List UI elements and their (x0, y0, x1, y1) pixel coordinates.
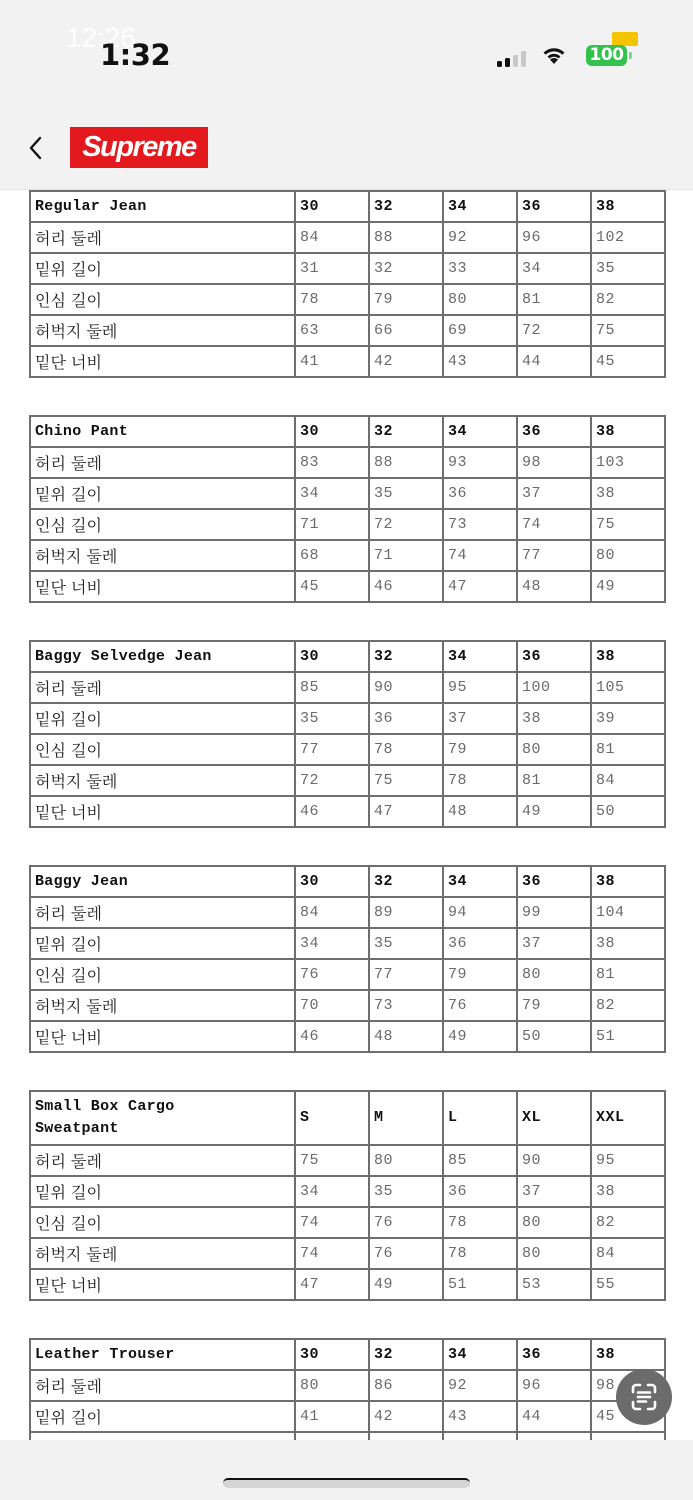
measure-value: 71 (295, 509, 369, 540)
size-header: 30 (295, 641, 369, 672)
measure-value: 36 (443, 928, 517, 959)
measure-value: 77 (295, 734, 369, 765)
supreme-logo[interactable]: Supreme (70, 127, 208, 168)
measure-value: 38 (591, 1176, 665, 1207)
table-row (30, 765, 665, 796)
product-name: Baggy Jean (30, 866, 295, 897)
measure-value: 48 (517, 571, 591, 602)
size-table-regular-jean (29, 190, 666, 378)
measure-value: 73 (443, 509, 517, 540)
size-header: 38 (591, 641, 665, 672)
measure-value: 34 (295, 478, 369, 509)
measure-label: 인심 길이 (30, 734, 295, 765)
measure-label: 밑단 너비 (30, 571, 295, 602)
size-header: 30 (295, 866, 369, 897)
size-header: 36 (517, 866, 591, 897)
measure-value: 72 (295, 765, 369, 796)
measure-value: 31 (295, 253, 369, 284)
measure-value: 48 (369, 1021, 443, 1052)
measure-label: 허벅지 둘레 (30, 990, 295, 1021)
measure-value: 55 (591, 1269, 665, 1300)
size-header: S (295, 1091, 369, 1145)
measure-value: 80 (517, 959, 591, 990)
table-row (30, 1238, 665, 1269)
measure-value: 104 (591, 897, 665, 928)
size-table-leather-trouser (29, 1338, 666, 1440)
measure-value: 77 (517, 540, 591, 571)
measure-value: 78 (443, 1238, 517, 1269)
measure-label: 밑위 길이 (30, 478, 295, 509)
ghost-time: 12:26 (66, 22, 137, 53)
table-row (30, 571, 665, 602)
measure-value: 35 (295, 703, 369, 734)
measure-value: 79 (369, 284, 443, 315)
wifi-icon (540, 44, 568, 71)
measure-label: 인심 길이 (30, 509, 295, 540)
size-header: 32 (369, 641, 443, 672)
measure-label: 인심 길이 (30, 959, 295, 990)
table-header-row (30, 1091, 665, 1145)
measure-label: 허벅지 둘레 (30, 315, 295, 346)
size-header: 34 (443, 1339, 517, 1370)
measure-value: 95 (591, 1145, 665, 1176)
size-table-chino-pant (29, 415, 666, 603)
measure-value: 79 (517, 990, 591, 1021)
measure-value: 45 (295, 571, 369, 602)
table-row (30, 447, 665, 478)
measure-value: 81 (517, 765, 591, 796)
size-header: 36 (517, 1339, 591, 1370)
table-row (30, 672, 665, 703)
measure-label: 밑단 너비 (30, 796, 295, 827)
measure-value: 66 (369, 315, 443, 346)
measure-value: 82 (591, 1207, 665, 1238)
measure-value: 85 (443, 1145, 517, 1176)
table-row (30, 897, 665, 928)
size-header: 32 (369, 416, 443, 447)
measure-value: 50 (591, 796, 665, 827)
measure-value: 46 (295, 796, 369, 827)
measure-value: 71 (369, 540, 443, 571)
measure-value: 96 (517, 222, 591, 253)
table-row (30, 734, 665, 765)
measure-label: 허벅지 둘레 (30, 540, 295, 571)
bottom-bar (0, 1440, 693, 1500)
size-header: 38 (591, 416, 665, 447)
measure-value: 99 (517, 897, 591, 928)
table-row (30, 1269, 665, 1300)
measure-value: 72 (517, 315, 591, 346)
measure-value: 45 (591, 1401, 665, 1432)
measure-value: 34 (517, 253, 591, 284)
measure-value: 80 (591, 540, 665, 571)
measure-value: 75 (591, 509, 665, 540)
measure-value: 82 (591, 284, 665, 315)
measure-value: 37 (517, 478, 591, 509)
measure-value: 46 (369, 571, 443, 602)
measure-value: 75 (295, 1145, 369, 1176)
table-header-row (30, 1339, 665, 1370)
measure-label: 허리 둘레 (30, 897, 295, 928)
measure-value: 32 (369, 253, 443, 284)
measure-value: 41 (295, 346, 369, 377)
measure-value: 100 (517, 672, 591, 703)
measure-value: 70 (295, 990, 369, 1021)
measure-value: 43 (443, 346, 517, 377)
size-header: XL (517, 1091, 591, 1145)
measure-value: 74 (517, 509, 591, 540)
table-row (30, 1145, 665, 1176)
size-header: 38 (591, 191, 665, 222)
measure-value: 42 (369, 1401, 443, 1432)
measure-value: 49 (517, 796, 591, 827)
size-header: M (369, 1091, 443, 1145)
measure-value: 49 (443, 1021, 517, 1052)
table-row (30, 1176, 665, 1207)
size-table-baggy-selvedge-jean (29, 640, 666, 828)
measure-value: 90 (369, 672, 443, 703)
product-name-line2: Sweatpant (35, 1120, 119, 1137)
measure-value: 41 (295, 1401, 369, 1432)
nav-bar (0, 105, 693, 190)
measure-value: 89 (369, 897, 443, 928)
measure-value: 81 (591, 734, 665, 765)
measure-value: 98 (517, 447, 591, 478)
measure-value: 76 (443, 990, 517, 1021)
measure-value: 78 (443, 765, 517, 796)
table-row (30, 222, 665, 253)
measure-label: 밑단 너비 (30, 1021, 295, 1052)
measure-value: 34 (295, 1176, 369, 1207)
measure-value (591, 1432, 665, 1440)
table-row (30, 796, 665, 827)
measure-value: 80 (517, 734, 591, 765)
measure-value: 36 (369, 703, 443, 734)
status-bar (0, 0, 693, 105)
battery-icon: 100 (586, 45, 627, 66)
measure-value: 38 (591, 478, 665, 509)
battery-nub (629, 52, 632, 59)
measure-value: 44 (517, 346, 591, 377)
measure-value: 76 (295, 959, 369, 990)
measure-label: 밑단 너비 (30, 346, 295, 377)
home-indicator[interactable] (223, 1478, 470, 1488)
measure-value: 76 (369, 1207, 443, 1238)
measure-value: 53 (517, 1269, 591, 1300)
measure-value: 63 (295, 315, 369, 346)
measure-value: 84 (295, 222, 369, 253)
measure-value: 51 (591, 1021, 665, 1052)
measure-value: 83 (295, 447, 369, 478)
size-header: 38 (591, 866, 665, 897)
clock: 1:32 (100, 38, 171, 72)
measure-value: 84 (591, 1238, 665, 1269)
table-header-row (30, 191, 665, 222)
measure-value: 74 (295, 1207, 369, 1238)
size-header: 32 (369, 866, 443, 897)
measure-value: 43 (443, 1401, 517, 1432)
measure-value: 36 (443, 478, 517, 509)
measure-value: 48 (443, 796, 517, 827)
size-header: 34 (443, 191, 517, 222)
measure-value: 82 (591, 990, 665, 1021)
measure-value: 88 (369, 222, 443, 253)
back-button[interactable] (24, 133, 48, 163)
measure-label: 밑위 길이 (30, 703, 295, 734)
measure-value: 105 (591, 672, 665, 703)
table-row (30, 1370, 665, 1401)
table-row (30, 284, 665, 315)
product-name (30, 1091, 295, 1145)
product-name-line1: Small Box Cargo (35, 1098, 175, 1115)
measure-value: 42 (369, 346, 443, 377)
measure-label: 밑위 길이 (30, 253, 295, 284)
measure-value: 34 (295, 928, 369, 959)
measure-label: 밑위 길이 (30, 1401, 295, 1432)
measure-label: 허리 둘레 (30, 1145, 295, 1176)
size-header: 36 (517, 191, 591, 222)
table-header-row (30, 866, 665, 897)
size-header: L (443, 1091, 517, 1145)
measure-value: 93 (443, 447, 517, 478)
measure-label: 허벅지 둘레 (30, 1238, 295, 1269)
measure-label: 허리 둘레 (30, 672, 295, 703)
measure-value: 84 (591, 765, 665, 796)
measure-label: 허리 둘레 (30, 1370, 295, 1401)
measure-value: 47 (295, 1269, 369, 1300)
measure-value: 47 (369, 796, 443, 827)
size-header: 36 (517, 641, 591, 672)
table-row (30, 346, 665, 377)
measure-value: 35 (369, 478, 443, 509)
product-name: Chino Pant (30, 416, 295, 447)
table-row (30, 509, 665, 540)
measure-value: 49 (591, 571, 665, 602)
measure-value: 69 (443, 315, 517, 346)
size-header: 30 (295, 1339, 369, 1370)
measure-label: 허리 둘레 (30, 222, 295, 253)
measure-value (369, 1432, 443, 1440)
measure-label (30, 1432, 295, 1440)
table-header-row (30, 641, 665, 672)
measure-value: 80 (517, 1207, 591, 1238)
table-row (30, 253, 665, 284)
measure-value: 36 (443, 1176, 517, 1207)
measure-value: 75 (591, 315, 665, 346)
measure-value: 81 (517, 284, 591, 315)
measure-value: 47 (443, 571, 517, 602)
measure-value: 94 (443, 897, 517, 928)
measure-value: 85 (295, 672, 369, 703)
table-row (30, 928, 665, 959)
measure-value: 96 (517, 1370, 591, 1401)
measure-value: 78 (295, 284, 369, 315)
measure-value: 79 (443, 734, 517, 765)
measure-value: 50 (517, 1021, 591, 1052)
measure-value: 81 (591, 959, 665, 990)
table-row (30, 1401, 665, 1432)
measure-value: 92 (443, 1370, 517, 1401)
measure-value (517, 1432, 591, 1440)
size-header: 32 (369, 1339, 443, 1370)
measure-value: 78 (443, 1207, 517, 1238)
cellular-signal-icon (497, 51, 531, 67)
measure-value: 39 (591, 703, 665, 734)
measure-value: 80 (369, 1145, 443, 1176)
measure-value: 35 (591, 253, 665, 284)
measure-value: 51 (443, 1269, 517, 1300)
measure-value: 37 (517, 928, 591, 959)
measure-value: 38 (517, 703, 591, 734)
size-header: 30 (295, 416, 369, 447)
table-row (30, 540, 665, 571)
measure-value: 98 (591, 1370, 665, 1401)
measure-value: 38 (591, 928, 665, 959)
table-header-row (30, 416, 665, 447)
scan-text-button[interactable] (616, 1369, 672, 1425)
measure-value: 86 (369, 1370, 443, 1401)
table-row (30, 703, 665, 734)
measure-value: 33 (443, 253, 517, 284)
scan-text-icon (616, 1369, 672, 1425)
size-header: 34 (443, 416, 517, 447)
measure-label: 인심 길이 (30, 284, 295, 315)
table-row (30, 990, 665, 1021)
measure-value: 92 (443, 222, 517, 253)
measure-value: 68 (295, 540, 369, 571)
measure-value (295, 1432, 369, 1440)
measure-value: 74 (443, 540, 517, 571)
measure-label: 밑단 너비 (30, 1269, 295, 1300)
table-row-partial (30, 1432, 665, 1440)
product-name: Leather Trouser (30, 1339, 295, 1370)
measure-value: 72 (369, 509, 443, 540)
measure-value: 35 (369, 1176, 443, 1207)
size-header: 36 (517, 416, 591, 447)
size-header: 34 (443, 641, 517, 672)
measure-value: 90 (517, 1145, 591, 1176)
measure-value: 74 (295, 1238, 369, 1269)
measure-value: 37 (517, 1176, 591, 1207)
chevron-left-icon (24, 133, 48, 163)
product-name: Baggy Selvedge Jean (30, 641, 295, 672)
measure-label: 밑위 길이 (30, 928, 295, 959)
measure-value: 80 (443, 284, 517, 315)
measure-value: 44 (517, 1401, 591, 1432)
table-row (30, 1207, 665, 1238)
measure-value: 95 (443, 672, 517, 703)
size-table-small-box-cargo-sweatpant (29, 1090, 666, 1301)
measure-value: 45 (591, 346, 665, 377)
size-header: XXL (591, 1091, 665, 1145)
measure-label: 밑위 길이 (30, 1176, 295, 1207)
table-row (30, 315, 665, 346)
size-header: 38 (591, 1339, 665, 1370)
size-header: 32 (369, 191, 443, 222)
measure-value: 84 (295, 897, 369, 928)
measure-value: 80 (295, 1370, 369, 1401)
measure-value: 76 (369, 1238, 443, 1269)
table-row (30, 478, 665, 509)
measure-value: 75 (369, 765, 443, 796)
measure-value: 77 (369, 959, 443, 990)
measure-label: 허리 둘레 (30, 447, 295, 478)
measure-value (443, 1432, 517, 1440)
table-row (30, 959, 665, 990)
measure-value: 102 (591, 222, 665, 253)
size-header: 34 (443, 866, 517, 897)
measure-value: 78 (369, 734, 443, 765)
measure-value: 73 (369, 990, 443, 1021)
ghost-indicator (612, 32, 638, 46)
product-name: Regular Jean (30, 191, 295, 222)
measure-value: 35 (369, 928, 443, 959)
measure-value: 46 (295, 1021, 369, 1052)
measure-value: 88 (369, 447, 443, 478)
size-table-baggy-jean (29, 865, 666, 1053)
measure-value: 37 (443, 703, 517, 734)
measure-label: 인심 길이 (30, 1207, 295, 1238)
measure-label: 허벅지 둘레 (30, 765, 295, 796)
measure-value: 80 (517, 1238, 591, 1269)
size-header: 30 (295, 191, 369, 222)
measure-value: 103 (591, 447, 665, 478)
measure-value: 49 (369, 1269, 443, 1300)
measure-value: 79 (443, 959, 517, 990)
table-row (30, 1021, 665, 1052)
size-chart-content[interactable] (0, 190, 693, 1440)
